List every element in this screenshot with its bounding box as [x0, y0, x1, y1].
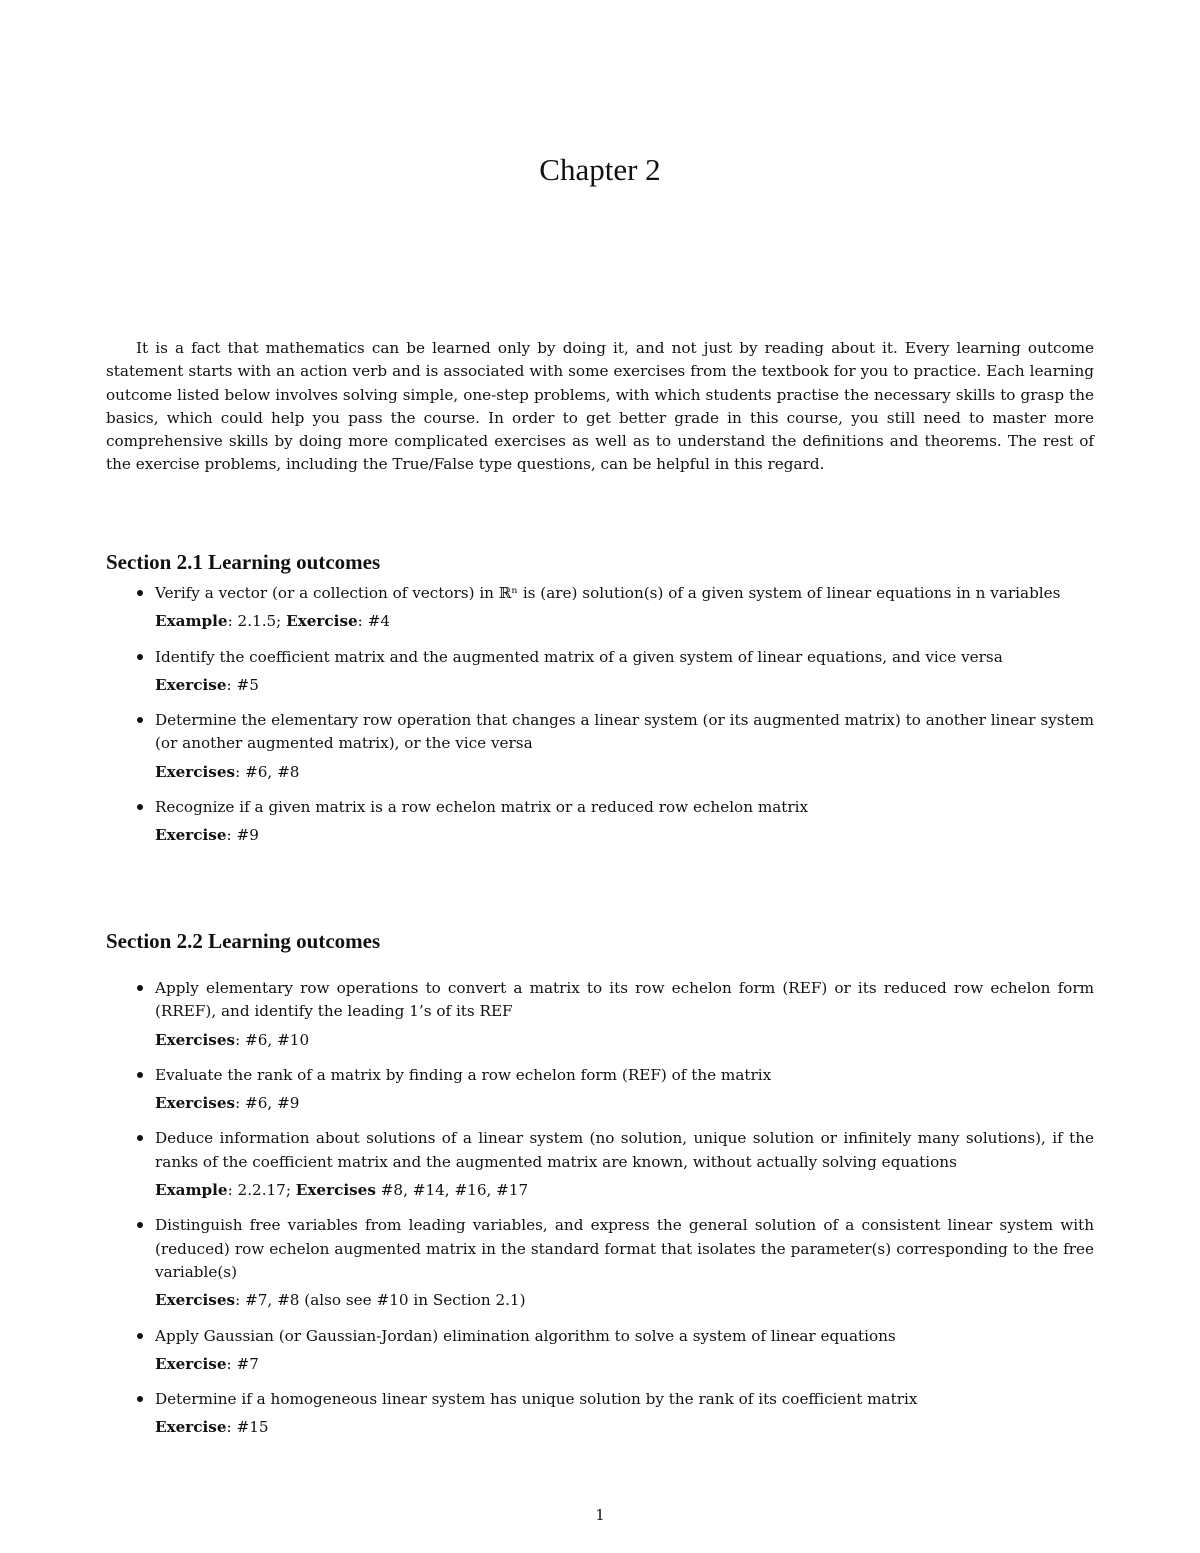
list-item: [106, 646, 1094, 698]
outcome-text: Verify a vector (or a collection of vectors) in ℝⁿ is (are) solution(s) of a given system of linear equations in n variables: [155, 584, 1061, 602]
section-2-2-outcomes: [106, 977, 1094, 1440]
bullet-icon: [137, 1135, 143, 1141]
outcome-exercise-ref: [155, 761, 1094, 784]
outcome-text: Deduce information about solutions of a linear system (no solution, unique solution or infinitely many solutions), if the ranks of the coefficient matrix and the augmented matrix are known, without actually solving equations: [155, 1129, 1094, 1171]
bullet-icon: [137, 1222, 143, 1228]
outcome-exercise-ref: [155, 610, 1094, 633]
list-item: [106, 1127, 1094, 1202]
bullet-icon: [137, 1072, 143, 1078]
outcome-exercise-ref: [155, 1416, 1094, 1439]
list-item: [106, 1325, 1094, 1377]
bullet-icon: [137, 1333, 143, 1339]
list-item: [106, 977, 1094, 1052]
outcome-exercise-ref: [155, 1029, 1094, 1052]
outcome-exercise-ref: [155, 824, 1094, 847]
ref-label: Example: [155, 1181, 228, 1200]
ref-value: #8, #14, #16, #17: [375, 1181, 529, 1200]
bullet-icon: [137, 804, 143, 810]
ref-label: Exercises: [295, 1181, 376, 1200]
outcome-text: Evaluate the rank of a matrix by finding a row echelon form (REF) of the matrix: [155, 1065, 772, 1084]
ref-label: Exercise: [286, 612, 358, 631]
outcome-text: Apply Gaussian (or Gaussian-Jordan) elimination algorithm to solve a system of linear equations: [155, 1326, 896, 1345]
ref-value: : #15: [226, 1418, 269, 1437]
ref-value: : #6, #8: [235, 762, 300, 781]
outcome-text: Determine if a homogeneous linear system has unique solution by the rank of its coefficient matrix: [155, 1390, 918, 1409]
ref-label: Exercise: [155, 1418, 227, 1437]
section-heading-2-1: Section 2.1 Learning outcomes: [106, 550, 381, 574]
outcome-exercise-ref: [155, 1289, 1094, 1312]
list-item: [106, 1064, 1094, 1116]
list-item: [106, 582, 1094, 634]
ref-label: Exercise: [155, 675, 227, 694]
section-heading-2-2: Section 2.2 Learning outcomes: [106, 929, 381, 953]
outcome-exercise-ref: [155, 1179, 1094, 1202]
outcome-exercise-ref: [155, 1353, 1094, 1376]
outcome-text: Recognize if a given matrix is a row echelon matrix or a reduced row echelon matrix: [155, 798, 809, 817]
bullet-icon: [137, 717, 143, 723]
ref-label: Exercise: [155, 1354, 227, 1373]
list-item: [106, 1214, 1094, 1312]
bullet-icon: [137, 985, 143, 991]
ref-value: : #6, #10: [235, 1030, 310, 1049]
ref-label: Exercise: [155, 826, 227, 845]
list-item: [106, 1388, 1094, 1440]
ref-value: : #4: [357, 612, 391, 631]
ref-label: Exercises: [155, 762, 236, 781]
intro-paragraph: It is a fact that mathematics can be learned only by doing it, and not just by reading about it. Every learning outcome statement starts with an action verb and is associated with some exercises from the textbook for you to practice. Each learning outcome listed below involves solving simple, one-step problems, with which students practise the necessary skills to grasp the basics, which could help you pass the course. In order to get better grade in this course, you still need to master more comprehensive skills by doing more complicated exercises as well as to understand the definitions and theorems. The rest of the exercise problems, including the True/False type questions, can be helpful in this regard.: [106, 339, 1094, 474]
ref-label: Exercises: [155, 1030, 236, 1049]
ref-value: : 2.2.17;: [227, 1181, 296, 1200]
ref-label: Exercises: [155, 1094, 236, 1113]
page-number: 1: [595, 1506, 605, 1524]
ref-value: : #5: [226, 675, 259, 694]
list-item: [106, 796, 1094, 848]
list-item: [106, 709, 1094, 784]
bullet-icon: [137, 654, 143, 660]
bullet-icon: [137, 590, 143, 596]
ref-label: Exercises: [155, 1291, 236, 1310]
outcome-text: Identify the coefficient matrix and the augmented matrix of a given system of linear equations, and vice versa: [155, 647, 1003, 666]
ref-value: : 2.1.5;: [227, 612, 287, 631]
outcome-text: Apply elementary row operations to convert a matrix to its row echelon form (REF) or its reduced row echelon form (RREF), and identify the leading 1’s of its REF: [155, 979, 1094, 1021]
ref-label: Example: [155, 612, 228, 631]
ref-value: : #9: [226, 826, 259, 845]
outcome-exercise-ref: [155, 1092, 1094, 1115]
ref-value: : #6, #9: [235, 1094, 300, 1113]
outcome-exercise-ref: [155, 674, 1094, 697]
ref-value: : #7: [226, 1354, 259, 1373]
chapter-title: Chapter 2: [539, 152, 661, 187]
outcome-text: Distinguish free variables from leading variables, and express the general solution of a consistent linear system with (reduced) row echelon augmented matrix in the standard format that isolates the parameter(s) corresponding to the free variable(s): [155, 1216, 1094, 1281]
bullet-icon: [137, 1396, 143, 1402]
section-2-1-outcomes: [106, 582, 1094, 848]
outcome-text: Determine the elementary row operation that changes a linear system (or its augmented matrix) to another linear system (or another augmented matrix), or the vice versa: [155, 711, 1094, 753]
ref-value: : #7, #8 (also see #10 in Section 2.1): [235, 1291, 526, 1310]
